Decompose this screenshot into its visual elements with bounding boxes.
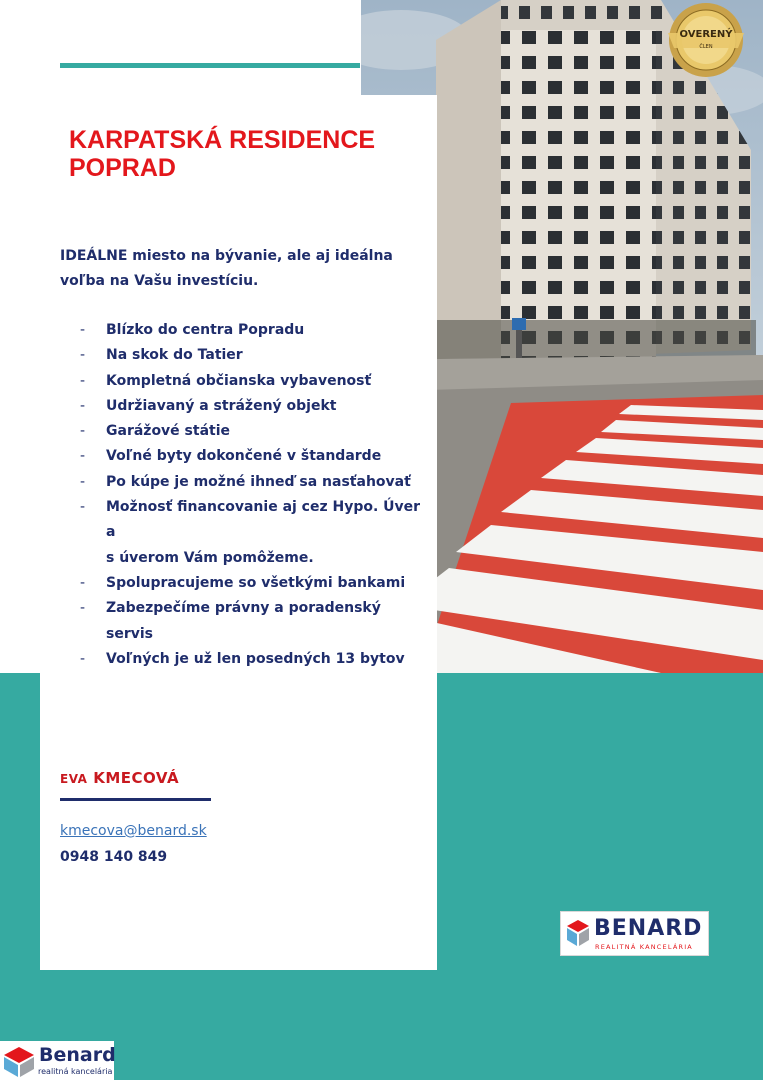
seal-icon <box>668 2 744 78</box>
intro-text <box>60 244 400 294</box>
feature-item <box>80 470 430 495</box>
footer-logo <box>0 1041 114 1080</box>
intro-line: IDEÁLNE miesto na bývanie, ale aj ideálna <box>60 248 393 264</box>
bullet-dash: - <box>80 423 86 440</box>
brand-logo-name: BENARD <box>594 916 703 941</box>
agent-email-link[interactable]: kmecova@benard.sk <box>60 823 207 839</box>
agent-phone: 0948 140 849 <box>60 849 168 865</box>
intro-line: voľba na Vašu investíciu. <box>60 273 259 289</box>
bullet-dash: - <box>80 650 86 667</box>
feature-item <box>80 419 430 444</box>
bullet-dash: - <box>80 397 86 414</box>
bullet-dash: - <box>80 600 86 617</box>
feature-text: s úverom Vám pomôžeme. <box>106 549 314 566</box>
agent-name <box>60 769 179 787</box>
brand-logo-tagline: REALITNÁ KANCELÁRIA <box>595 943 693 951</box>
footer-logo-name: Benard <box>39 1044 116 1066</box>
bullet-dash: - <box>80 322 86 338</box>
feature-item <box>80 394 430 419</box>
feature-text: Blízko do centra Popradu <box>106 322 305 338</box>
header-accent-rule <box>60 63 360 68</box>
page-title <box>69 126 409 182</box>
footer-logo-tagline: realitná kancelária <box>38 1067 113 1076</box>
agent-last-name: KMECOVÁ <box>93 769 180 787</box>
brand-logo <box>560 911 709 956</box>
feature-item <box>80 444 430 469</box>
verified-member-badge <box>668 2 744 78</box>
title-line: KARPATSKÁ RESIDENCE <box>69 126 376 154</box>
feature-item <box>80 647 430 672</box>
badge-label: OVERENÝ <box>679 29 733 40</box>
agent-name-underline <box>60 798 211 801</box>
features-list <box>80 318 430 672</box>
badge-sublabel: ČLEN <box>699 44 713 50</box>
feature-text: Garážové státie <box>106 423 231 440</box>
feature-text: Možnosť financovanie aj cez Hypo. Úver a <box>106 499 421 541</box>
bullet-dash: - <box>80 499 86 516</box>
feature-item <box>80 318 430 343</box>
feature-text: Voľných je už len posedných 13 bytov <box>106 650 405 667</box>
feature-item <box>80 571 430 596</box>
feature-text: Spolupracujeme so všetkými bankami <box>106 574 406 591</box>
bullet-dash: - <box>80 347 86 364</box>
feature-text: Na skok do Tatier <box>106 347 243 364</box>
bullet-dash: - <box>80 574 86 591</box>
title-line: POPRAD <box>69 154 176 182</box>
feature-text: Zabezpečíme právny a poradenský servis <box>106 600 381 642</box>
feature-text: Udržiavaný a strážený objekt <box>106 397 337 414</box>
stacked-cubes-icon <box>567 920 589 950</box>
feature-text: Po kúpe je možné ihneď sa nasťahovať <box>106 473 411 490</box>
feature-item <box>80 596 430 647</box>
stacked-cubes-icon <box>4 1047 34 1077</box>
feature-text: Kompletná občianska vybavenosť <box>106 372 372 389</box>
feature-item <box>80 369 430 394</box>
feature-item <box>80 343 430 368</box>
feature-item <box>80 495 430 571</box>
bullet-dash: - <box>80 473 86 490</box>
bullet-dash: - <box>80 372 86 389</box>
agent-first-name: EVA <box>60 772 88 786</box>
bullet-dash: - <box>80 448 86 465</box>
feature-text: Voľné byty dokončené v štandarde <box>106 448 382 465</box>
